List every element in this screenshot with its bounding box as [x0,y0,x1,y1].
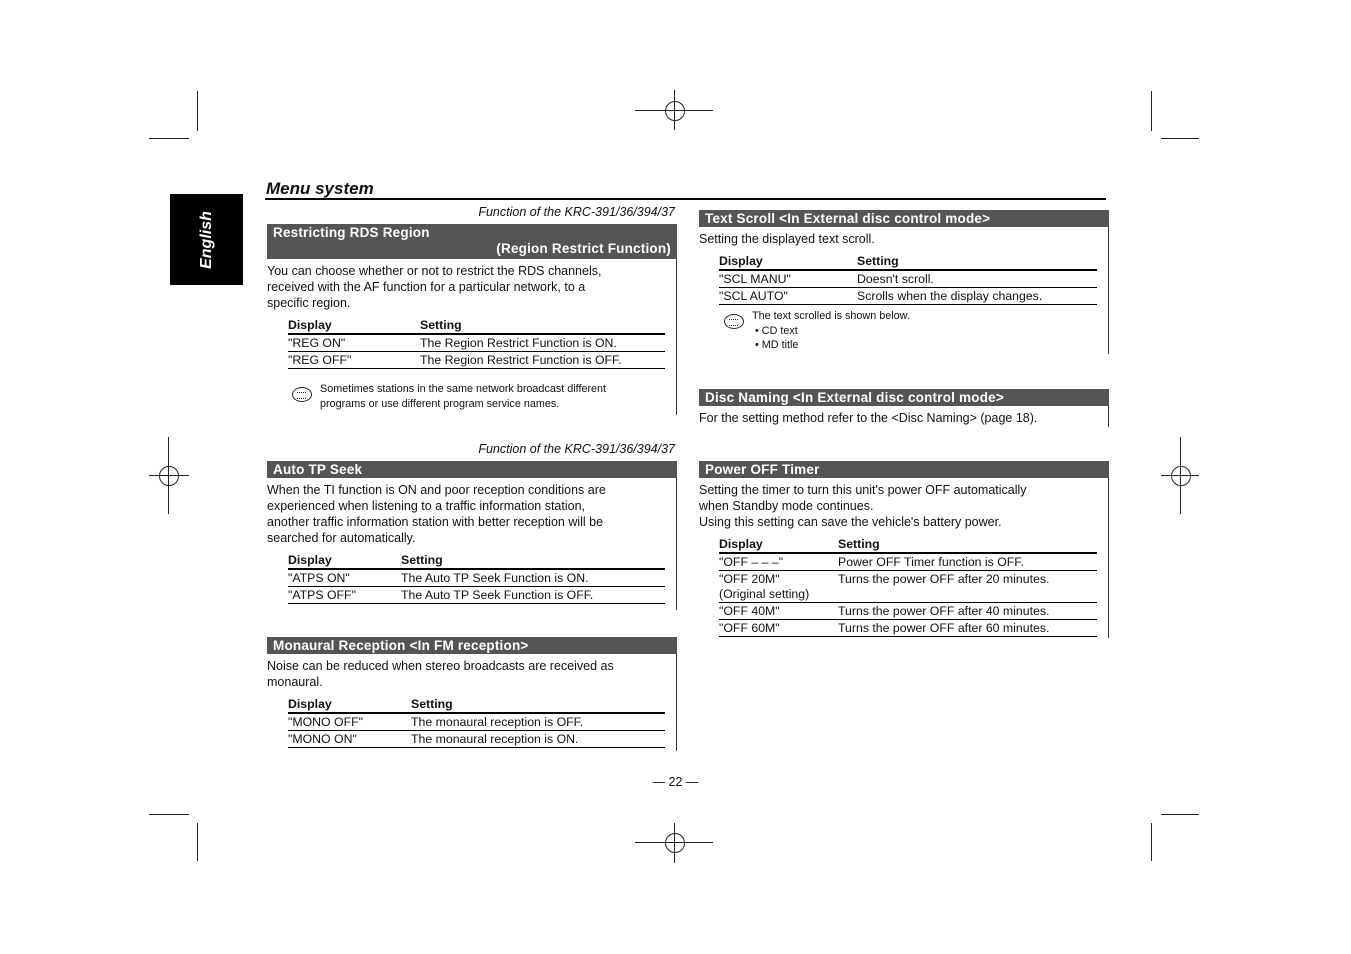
naming-body: For the setting method refer to the <Disc Naming> (page 18). [699,411,1038,425]
tp-heading: Auto TP Seek [267,461,677,478]
display-cell: "REG ON" [288,334,420,352]
table-row [288,731,665,748]
mono-heading: Monaural Reception <In FM reception> [267,637,677,654]
table-header-display: Display [719,254,857,270]
note-icon [292,387,312,402]
table-row [288,713,665,731]
naming-heading: Disc Naming <In External disc control mode> [699,389,1109,406]
table-header-setting: Setting [857,254,1097,270]
scroll-note-line: • MD title [755,339,799,351]
rds-heading [267,224,677,259]
display-cell: "OFF – – –" [719,553,838,571]
timer-side-rule [1108,478,1109,638]
setting-cell: Turns the power OFF after 60 minutes. [838,620,1097,637]
setting-cell: Turns the power OFF after 20 minutes. [838,571,1097,603]
table-row [719,603,1097,620]
language-tab [170,194,243,285]
language-tab-label: English [197,210,215,269]
display-cell: "OFF 40M" [719,603,838,620]
display-cell: "REG OFF" [288,352,420,369]
rds-body-line: received with the AF function for a particular network, to a [267,280,586,294]
rds-body-line: You can choose whether or not to restrict the RDS channels, [267,264,602,278]
mono-body [267,658,672,690]
timer-body-line: when Standby mode continues. [699,499,874,513]
rds-side-rule [676,259,677,415]
setting-cell: Scrolls when the display changes. [857,288,1097,305]
table-header-display: Display [288,318,420,334]
timer-body-line: Using this setting can save the vehicle's battery power. [699,515,1002,529]
mono-side-rule [676,654,677,751]
display-cell: "OFF 60M" [719,620,838,637]
table-row [288,352,665,369]
rds-body-line: specific region. [267,296,351,310]
naming-side-rule [1108,406,1109,427]
rds-note [320,382,670,412]
tp-body-line: When the TI function is ON and poor reception conditions are [267,483,606,497]
setting-cell: Turns the power OFF after 40 minutes. [838,603,1097,620]
note-icon [724,314,744,329]
tp-side-rule [676,478,677,610]
rds-note-line: Sometimes stations in the same network broadcast different [320,383,607,395]
scroll-note-line: • CD text [755,324,798,337]
table-row [719,288,1097,305]
setting-cell: The monaural reception is ON. [411,731,665,748]
timer-body [699,482,1104,530]
table-row [288,587,665,604]
setting-cell: The Auto TP Seek Function is ON. [401,569,665,587]
display-cell-line: "OFF 20M" [719,572,780,586]
mono-body-line: monaural. [267,675,323,689]
setting-cell: The Auto TP Seek Function is OFF. [401,587,665,604]
scroll-body: Setting the displayed text scroll. [699,232,875,246]
setting-cell: Power OFF Timer function is OFF. [838,553,1097,571]
display-cell: "SCL MANU" [719,270,857,288]
page-number: — 22 — [652,775,699,789]
rds-settings-table [288,318,665,369]
rds-function-note: Function of the KRC-391/36/394/37 [478,205,675,219]
display-cell: "MONO OFF" [288,713,411,731]
display-cell: "SCL AUTO" [719,288,857,305]
table-row [719,553,1097,571]
timer-body-line: Setting the timer to turn this unit's power OFF automatically [699,483,1027,497]
setting-cell: The monaural reception is OFF. [411,713,665,731]
table-row [719,571,1097,603]
title-rule [265,198,1106,200]
tp-function-note: Function of the KRC-391/36/394/37 [478,442,675,456]
table-header-setting: Setting [411,697,665,713]
scroll-note-line: The text scrolled is shown below. [752,310,910,322]
tp-body-line: another traffic information station with better reception will be [267,515,604,529]
mono-settings-table [288,697,665,748]
setting-cell: Doesn't scroll. [857,270,1097,288]
table-header-setting: Setting [838,537,1097,553]
mono-body-line: Noise can be reduced when stereo broadcasts are received as [267,659,614,673]
table-header-display: Display [719,537,838,553]
table-row [288,569,665,587]
table-row [288,334,665,352]
setting-cell: The Region Restrict Function is ON. [420,334,665,352]
display-cell-subline: (Original setting) [719,587,810,601]
table-header-display: Display [288,697,411,713]
table-header-display: Display [288,553,401,569]
rds-body [267,263,672,311]
table-header-setting: Setting [420,318,665,334]
scroll-side-rule [1108,227,1109,354]
rds-heading-line2: (Region Restrict Function) [496,241,671,256]
page-title: Menu system [266,179,374,198]
tp-settings-table [288,553,665,604]
timer-heading: Power OFF Timer [699,461,1109,478]
rds-note-line: programs or use different program service names. [320,398,560,410]
display-cell: "MONO ON" [288,731,411,748]
display-cell: "ATPS OFF" [288,587,401,604]
scroll-note [752,309,1092,353]
tp-body-line: experienced when listening to a traffic information station, [267,499,586,513]
scroll-settings-table [719,254,1097,305]
setting-cell: The Region Restrict Function is OFF. [420,352,665,369]
tp-body [267,482,672,546]
table-header-setting: Setting [401,553,665,569]
scroll-heading: Text Scroll <In External disc control mode> [699,210,1109,227]
rds-heading-line1: Restricting RDS Region [273,225,430,240]
timer-settings-table [719,537,1097,637]
display-cell [719,571,838,603]
table-row [719,270,1097,288]
table-row [719,620,1097,637]
tp-body-line: searched for automatically. [267,531,416,545]
display-cell: "ATPS ON" [288,569,401,587]
